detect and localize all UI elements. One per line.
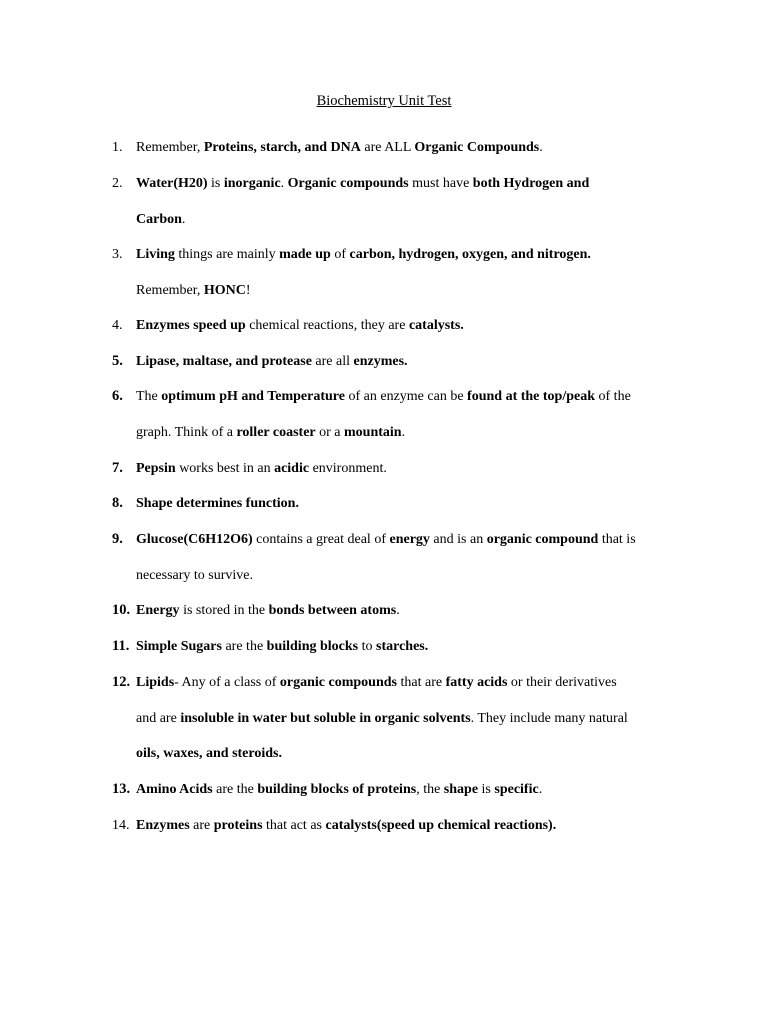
item-text (136, 379, 702, 450)
text: ! (245, 282, 251, 298)
text: and is an (429, 532, 487, 547)
bold-text: energy (389, 532, 430, 547)
text: must have (408, 176, 473, 191)
bold-text: found at the top/peak (467, 389, 596, 404)
item-number: 6. (112, 388, 123, 404)
text: and are (136, 710, 181, 726)
bold-text: organic compound (486, 532, 599, 547)
item-text (136, 665, 702, 772)
text: is (478, 782, 495, 797)
item-number: 9. (112, 531, 123, 547)
bold-text: building blocks of proteins (257, 782, 417, 797)
item-text (136, 451, 702, 487)
text: is stored in the (179, 603, 269, 618)
item-text-line (136, 522, 702, 558)
item-text-line (136, 308, 702, 344)
bold-text: Living (136, 247, 175, 262)
item-number: 8. (112, 495, 123, 511)
text: . (401, 424, 406, 440)
text: - Any of a class of (174, 675, 280, 690)
item-text-line (136, 486, 702, 522)
bold-text: Enzymes speed up (136, 318, 246, 333)
bold-text: Energy (136, 603, 180, 618)
text: that are (396, 675, 446, 690)
text: are (189, 818, 214, 833)
item-text (136, 629, 702, 665)
list-item (112, 522, 702, 593)
item-text (136, 308, 702, 344)
bold-text: starches. (376, 639, 429, 654)
item-text-line (136, 344, 702, 380)
text: The (136, 389, 162, 404)
text: . (539, 140, 543, 155)
bold-text: Water(H20) (136, 176, 208, 191)
text: . (538, 782, 543, 797)
text: are the (212, 782, 258, 797)
bold-text: building blocks (266, 639, 359, 654)
item-text-line (136, 166, 702, 202)
item-text (136, 772, 702, 808)
text: is (207, 176, 224, 191)
item-text-line (136, 629, 702, 665)
item-text-line (136, 379, 702, 415)
bold-text: Organic Compounds (414, 140, 540, 155)
bold-text: Organic compounds (287, 176, 409, 191)
item-text (136, 486, 702, 522)
bold-text: catalysts. (408, 318, 464, 333)
item-number: 3. (112, 247, 123, 262)
list-item (112, 344, 702, 380)
bold-text: Amino Acids (136, 782, 213, 797)
bold-text: Simple Sugars (136, 639, 222, 654)
bold-text: shape (443, 782, 479, 797)
item-number: 12. (112, 674, 131, 690)
text: or their derivatives (507, 675, 617, 690)
item-number: 2. (112, 176, 123, 191)
item-number: 11. (112, 638, 130, 654)
bold-text: Proteins, starch, and DNA (203, 140, 361, 155)
text: of (330, 247, 350, 262)
text: chemical reactions, they are (245, 318, 409, 333)
text: that is (598, 532, 636, 547)
list-item (112, 379, 702, 450)
item-text-line (136, 772, 702, 808)
bold-text: mountain (344, 424, 402, 440)
bold-text: both Hydrogen and (472, 176, 590, 191)
list-item (112, 308, 702, 344)
text: . (280, 176, 288, 191)
item-text (136, 593, 702, 629)
bold-text: Enzymes (136, 818, 190, 833)
list-item (112, 166, 702, 237)
item-number: 10. (112, 602, 131, 618)
list-item (112, 237, 702, 308)
text: . (396, 603, 400, 618)
item-text (136, 344, 702, 380)
text: things are mainly (174, 247, 280, 262)
item-text-line (136, 273, 702, 309)
text: graph. Think of a (136, 424, 237, 440)
item-text-line (136, 130, 702, 166)
list-item (112, 451, 702, 487)
list-item (112, 593, 702, 629)
bold-text: specific (494, 782, 539, 797)
bold-text: bonds between atoms (268, 603, 397, 618)
text: . (181, 211, 186, 227)
bold-text: enzymes. (353, 354, 408, 369)
bold-text: inorganic (223, 176, 281, 191)
item-number: 7. (112, 460, 123, 476)
bold-text: oils, waxes, and steroids. (136, 746, 282, 761)
bold-text: Glucose(C6H12O6) (136, 532, 253, 547)
list-item (112, 486, 702, 522)
text: of the (595, 389, 631, 404)
item-text (136, 522, 702, 593)
item-text (136, 130, 702, 166)
list-item (112, 772, 702, 808)
list-item (112, 808, 702, 844)
bold-text: Lipase, maltase, and protease (136, 354, 312, 369)
bold-text: organic compounds (279, 675, 397, 690)
item-number: 1. (112, 140, 123, 155)
bold-text: roller coaster (236, 424, 316, 440)
bold-text: fatty acids (445, 675, 508, 690)
bold-text: acidic (274, 461, 310, 476)
item-number: 4. (112, 318, 123, 333)
item-text-line (136, 558, 702, 594)
text: are ALL (360, 140, 415, 155)
bold-text: Pepsin (136, 461, 176, 476)
bold-text: insoluble in water but soluble in organic solvents (180, 710, 471, 726)
item-text (136, 166, 702, 237)
item-text-line (136, 593, 702, 629)
bold-text: made up (279, 247, 331, 262)
text: of an enzyme can be (344, 389, 468, 404)
bold-text: HONC (203, 282, 246, 298)
text: environment. (309, 461, 387, 476)
text: are the (221, 639, 267, 654)
document-title: Biochemistry Unit Test (316, 93, 452, 109)
item-text-line (136, 736, 702, 772)
text: contains a great deal of (252, 532, 390, 547)
bold-text: Shape determines function. (136, 496, 299, 511)
bold-text: proteins (213, 818, 263, 833)
item-number: 5. (112, 353, 123, 369)
list-item (112, 665, 702, 772)
bold-text: Carbon (136, 211, 182, 227)
text: that act as (262, 818, 326, 833)
item-text-line (136, 451, 702, 487)
item-text (136, 237, 702, 308)
item-number: 14. (112, 818, 130, 833)
text: . They include many natural (470, 710, 628, 726)
list-item (112, 130, 702, 166)
text: Remember, (136, 282, 204, 298)
item-text-line (136, 808, 702, 844)
item-text (136, 808, 702, 844)
text: works best in an (175, 461, 275, 476)
text: or a (315, 424, 345, 440)
bold-text: Lipids (136, 675, 175, 690)
text: are all (311, 354, 354, 369)
item-text-line (136, 665, 702, 701)
text: Remember, (136, 140, 204, 155)
item-text-line (136, 237, 702, 273)
item-number: 13. (112, 781, 131, 797)
item-text-line (136, 701, 702, 737)
item-text-line (136, 415, 702, 451)
text: , the (416, 782, 444, 797)
bold-text: carbon, hydrogen, oxygen, and nitrogen. (349, 247, 591, 262)
item-text-line (136, 202, 702, 238)
text: necessary to survive. (136, 567, 254, 583)
list-item (112, 629, 702, 665)
bold-text: catalysts(speed up chemical reactions). (325, 818, 557, 833)
bold-text: optimum pH and Temperature (161, 389, 345, 404)
text: to (358, 639, 376, 654)
